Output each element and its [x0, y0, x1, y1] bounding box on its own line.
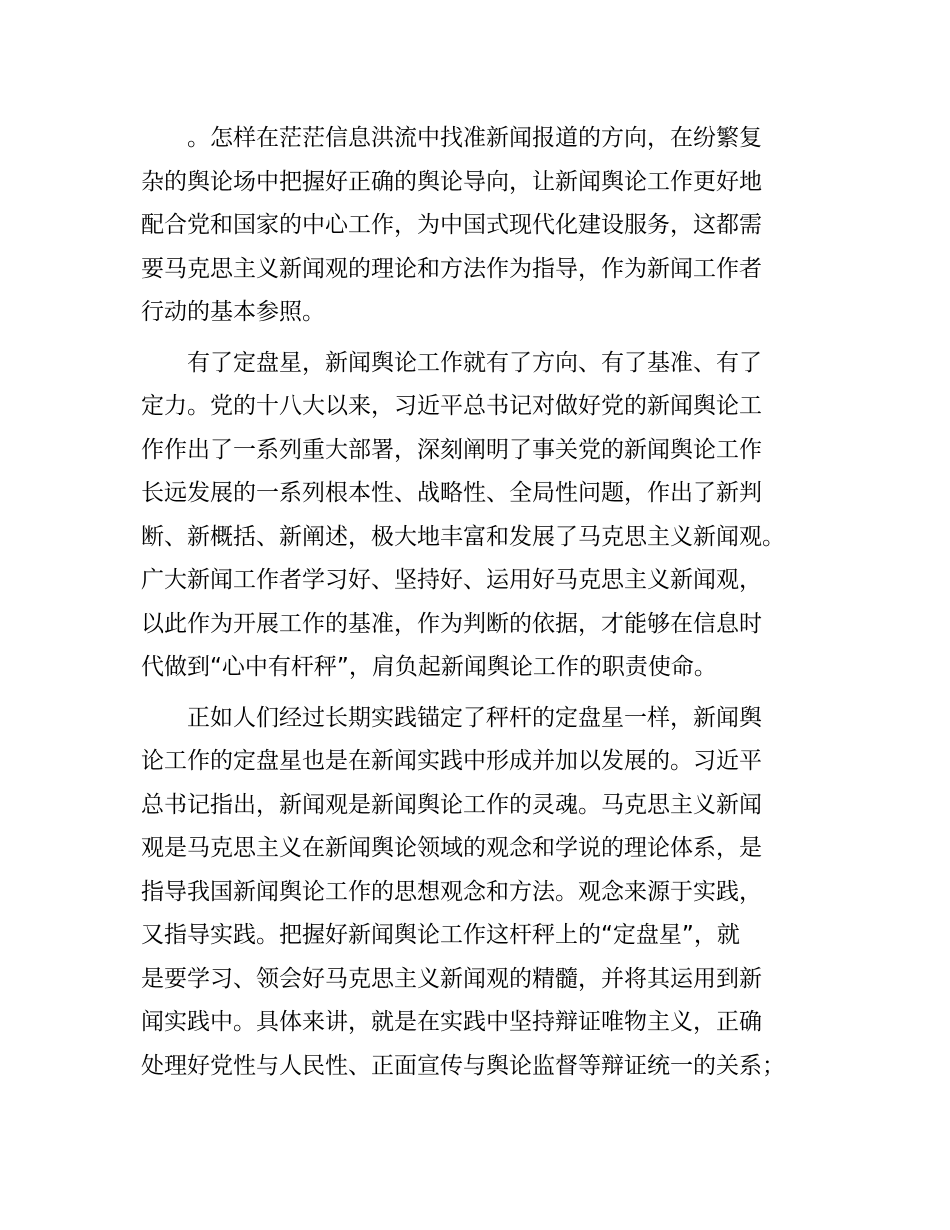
text-line: 总书记指出，新闻观是新闻舆论工作的灵魂。马克思主义新闻 — [141, 791, 762, 818]
text-line: 作作出了一系列重大部署，深刻阐明了事关党的新闻舆论工作 — [141, 436, 762, 463]
paragraph-2 — [141, 342, 831, 690]
text-line: 广大新闻工作者学习好、坚持好、运用好马克思主义新闻观， — [141, 567, 762, 593]
paragraph-1 — [141, 117, 831, 335]
article-body — [141, 117, 831, 1088]
paragraph-gap — [141, 690, 831, 697]
text-line: 以此作为开展工作的基准，作为判断的依据，才能够在信息时 — [141, 610, 762, 637]
text-line: 又指导实践。把握好新闻舆论工作这杆秤上的“定盘星”，就 — [141, 922, 740, 948]
text-line: 观是马克思主义在新闻舆论领域的观念和学说的理论体系，是 — [141, 835, 762, 861]
text-line: 配合党和国家的中心工作，为中国式现代化建设服务，这都需 — [141, 212, 762, 238]
text-line: 有了定盘星，新闻舆论工作就有了方向、有了基准、有了 — [141, 349, 762, 376]
text-line: 长远发展的一系列根本性、战略性、全局性问题，作出了新判 — [141, 480, 762, 506]
text-line: 处理好党性与人民性、正面宣传与舆论监督等辩证统一的关系； — [141, 1052, 785, 1079]
text-line: 杂的舆论场中把握好正确的舆论导向，让新闻舆论工作更好地 — [141, 168, 762, 195]
text-line: 要马克思主义新闻观的理论和方法作为指导，作为新闻工作者 — [141, 255, 762, 282]
text-line: 代做到“心中有杆秤”，肩负起新闻舆论工作的职责使命。 — [141, 654, 717, 680]
paragraph-3 — [141, 697, 831, 1089]
text-line: 定力。党的十八大以来，习近平总书记对做好党的新闻舆论工 — [141, 393, 762, 419]
paragraph-gap — [141, 335, 831, 342]
text-line: 正如人们经过长期实践锚定了秤杆的定盘星一样，新闻舆 — [141, 704, 762, 731]
text-line: 。怎样在茫茫信息洪流中找准新闻报道的方向，在纷繁复 — [141, 125, 762, 151]
text-line: 闻实践中。具体来讲，就是在实践中坚持辩证唯物主义，正确 — [141, 1009, 762, 1035]
text-line: 指导我国新闻舆论工作的思想观念和方法。观念来源于实践， — [141, 878, 762, 905]
text-line: 是要学习、领会好马克思主义新闻观的精髓，并将其运用到新 — [141, 965, 762, 992]
text-line: 行动的基本参照。 — [141, 299, 325, 325]
text-line: 论工作的定盘星也是在新闻实践中形成并加以发展的。习近平 — [141, 748, 762, 774]
text-line: 断、新概括、新阐述，极大地丰富和发展了马克思主义新闻观。 — [141, 523, 785, 550]
